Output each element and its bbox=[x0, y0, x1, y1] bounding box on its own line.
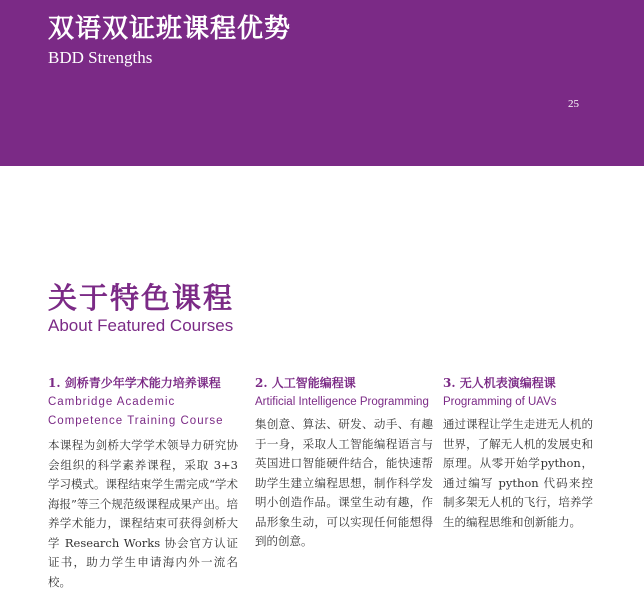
header-banner bbox=[0, 0, 644, 166]
section-title: 关于特色课程 bbox=[48, 281, 235, 315]
course-column-1 bbox=[48, 374, 238, 592]
course-title: 3. 无人机表演编程课 bbox=[443, 376, 556, 390]
course-column-2 bbox=[255, 374, 433, 552]
page-title: 双语双证班课程优势 bbox=[48, 14, 292, 44]
page-subtitle: BDD Strengths bbox=[48, 48, 153, 67]
page-number: 25 bbox=[568, 98, 579, 110]
course-title-en: Programming of UAVs bbox=[443, 396, 557, 408]
course-title: 2. 人工智能编程课 bbox=[255, 376, 356, 390]
section-subtitle: About Featured Courses bbox=[48, 316, 234, 335]
course-title: 1. 剑桥青少年学术能力培养课程 bbox=[48, 376, 221, 390]
course-description: 通过课程让学生走进无人机的世界，了解无人机的发展史和原理。从零开始学python，通过编写 python 代码来控制多架无人机的飞行，培养学生的编程思维和创新能力。 bbox=[443, 417, 593, 529]
course-description: 集创意、算法、研发、动手、有趣于一身，采取人工智能编程语言与英国进口智能硬件结合，能快速帮助学生建立编程思想，制作科学发明小创造作品。课堂生动有趣，作品形象生动，可以实现任何能想得到的创意。 bbox=[255, 417, 433, 548]
course-title-en: Cambridge Academic Competence Training Course bbox=[48, 396, 224, 427]
course-column-3 bbox=[443, 374, 593, 532]
course-description: 本课程为剑桥大学学术领导力研究协会组织的科学素养课程，采取 3+3 学习模式。课程结束学生需完成“学术海报”等三个规范级课程成果产出。培养学术能力，课程结束可获得剑桥大学 Research Works 协会官方认证证书，助力学生申请海内外一流名校。 bbox=[48, 438, 238, 589]
course-title-en: Artificial Intelligence Programming bbox=[255, 396, 429, 408]
